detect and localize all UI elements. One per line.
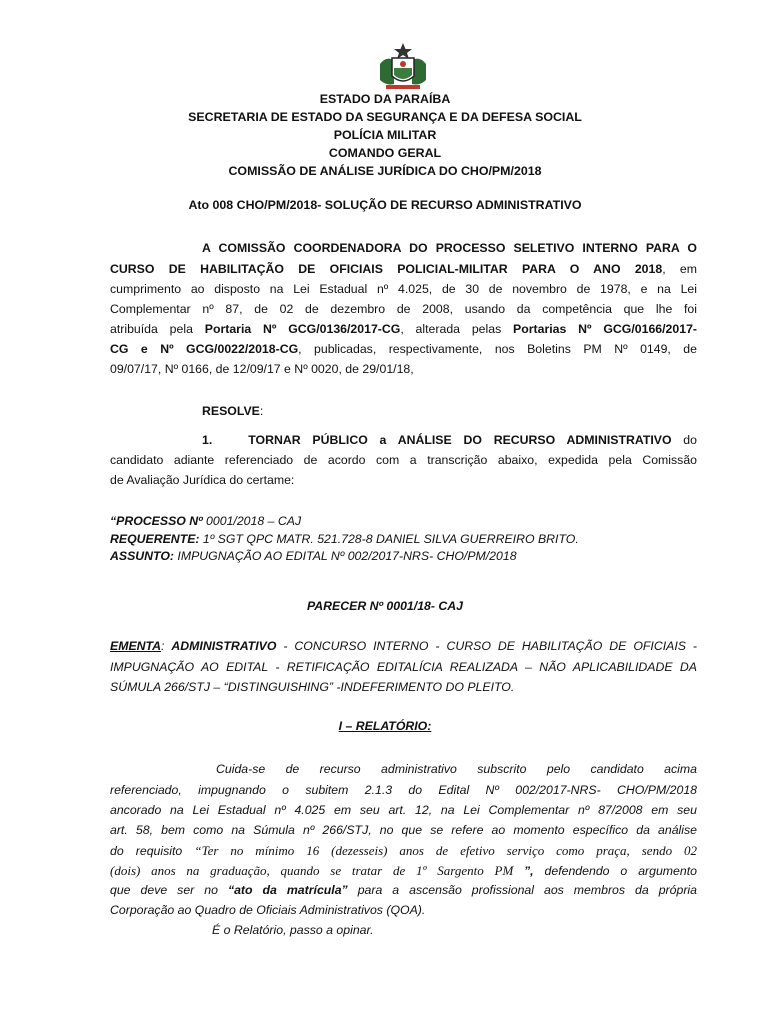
- ementa-line: IMPUGNAÇÃO AO EDITAL - RETIFICAÇÃO EDITALÍCIA REALIZADA – NÃO APLICABILIDADE DA: [110, 660, 697, 674]
- intro-line: 09/07/17, Nº 0166, de 12/09/17 e Nº 0020, de 29/01/18,: [110, 362, 414, 376]
- header-line: COMANDO GERAL: [328, 146, 442, 160]
- ementa-line: EMENTA: ADMINISTRATIVO - CONCURSO INTERNO - CURSO DE HABILITAÇÃO DE OFICIAIS -: [110, 639, 697, 653]
- resolve-line: de Avaliação Jurídica do certame:: [110, 473, 295, 487]
- relatorio-line: art. 58, bem como na Súmula nº 266/STJ, no que se refere ao momento específico da análise: [110, 823, 697, 837]
- intro-line: Complementar nº 87, de 02 de dezembro de 2008, usando da competência que lhe foi: [110, 302, 697, 316]
- requerente-line: REQUERENTE: 1º SGT QPC MATR. 521.728-8 DANIEL SILVA GUERREIRO BRITO.: [110, 532, 579, 546]
- processo-line: “PROCESSO Nº 0001/2018 – CAJ: [110, 514, 302, 528]
- relatorio-title: I – RELATÓRIO:: [338, 719, 432, 733]
- ementa-line: SÚMULA 266/STJ – “DISTINGUISHING” -INDEFERIMENTO DO PLEITO.: [110, 680, 515, 694]
- header-line: ESTADO DA PARAÍBA: [319, 92, 451, 106]
- relatorio-line: que deve ser no “ato da matrícula” para a ascensão profissional aos membros da própria: [110, 883, 697, 897]
- intro-line: CG e Nº GCG/0022/2018-CG, publicadas, respectivamente, nos Boletins PM Nº 0149, de: [110, 342, 697, 356]
- parecer-title: PARECER Nº 0001/18- CAJ: [307, 599, 463, 613]
- relatorio-line: Corporação ao Quadro de Oficiais Administrativos (QOA).: [110, 903, 426, 917]
- header-line: POLÍCIA MILITAR: [333, 128, 437, 142]
- header-line: SECRETARIA DE ESTADO DA SEGURANÇA E DA DEFESA SOCIAL: [188, 110, 582, 124]
- assunto-line: ASSUNTO: IMPUGNAÇÃO AO EDITAL Nº 002/2017-NRS- CHO/PM/2018: [110, 549, 517, 563]
- intro-line: CURSO DE HABILITAÇÃO DE OFICIAIS POLICIAL-MILITAR PARA O ANO 2018, em: [110, 262, 698, 276]
- relatorio-line: ancorado na Lei Estadual nº 4.025 em seu art. 12, na Lei Complementar nº 87/2008 em seu: [110, 803, 697, 817]
- ato-title: Ato 008 CHO/PM/2018- SOLUÇÃO DE RECURSO ADMINISTRATIVO: [188, 198, 582, 212]
- intro-line: cumprimento ao disposto na Lei Estadual nº 4.025, de 30 de novembro de 1978, e na Lei: [110, 282, 697, 296]
- intro-line: atribuída pela Portaria Nº GCG/0136/2017-CG, alterada pelas Portarias Nº GCG/0166/2017-: [110, 322, 697, 336]
- header-line: COMISSÃO DE ANÁLISE JURÍDICA DO CHO/PM/2018: [228, 164, 542, 178]
- resolve-line: 1. TORNAR PÚBLICO a ANÁLISE DO RECURSO ADMINISTRATIVO do: [202, 433, 697, 447]
- intro-line: A COMISSÃO COORDENADORA DO PROCESSO SELETIVO INTERNO PARA O: [202, 241, 697, 255]
- relatorio-closing: É o Relatório, passo a opinar.: [212, 923, 374, 937]
- relatorio-line: referenciado, impugnando o subitem 2.1.3 do Edital Nº 002/2017-NRS- CHO/PM/2018: [110, 783, 697, 797]
- resolve-line: candidato adiante referenciado de acordo com a transcrição abaixo, expedida pela Comissão: [110, 453, 697, 467]
- relatorio-line: Cuida-se de recurso administrativo subscrito pelo candidato acima: [216, 762, 697, 776]
- relatorio-line: do requisito “Ter no mínimo 16 (dezesseis) anos de efetivo serviço como praça, sendo 02: [110, 843, 697, 858]
- document-header: [0, 90, 770, 180]
- relatorio-line: (dois) anos na graduação, quando se tratar de 1º Sargento PM ”, defendendo o argumento: [110, 863, 697, 878]
- coat-of-arms-icon: [372, 42, 434, 92]
- resolve-label: RESOLVE:: [202, 404, 264, 418]
